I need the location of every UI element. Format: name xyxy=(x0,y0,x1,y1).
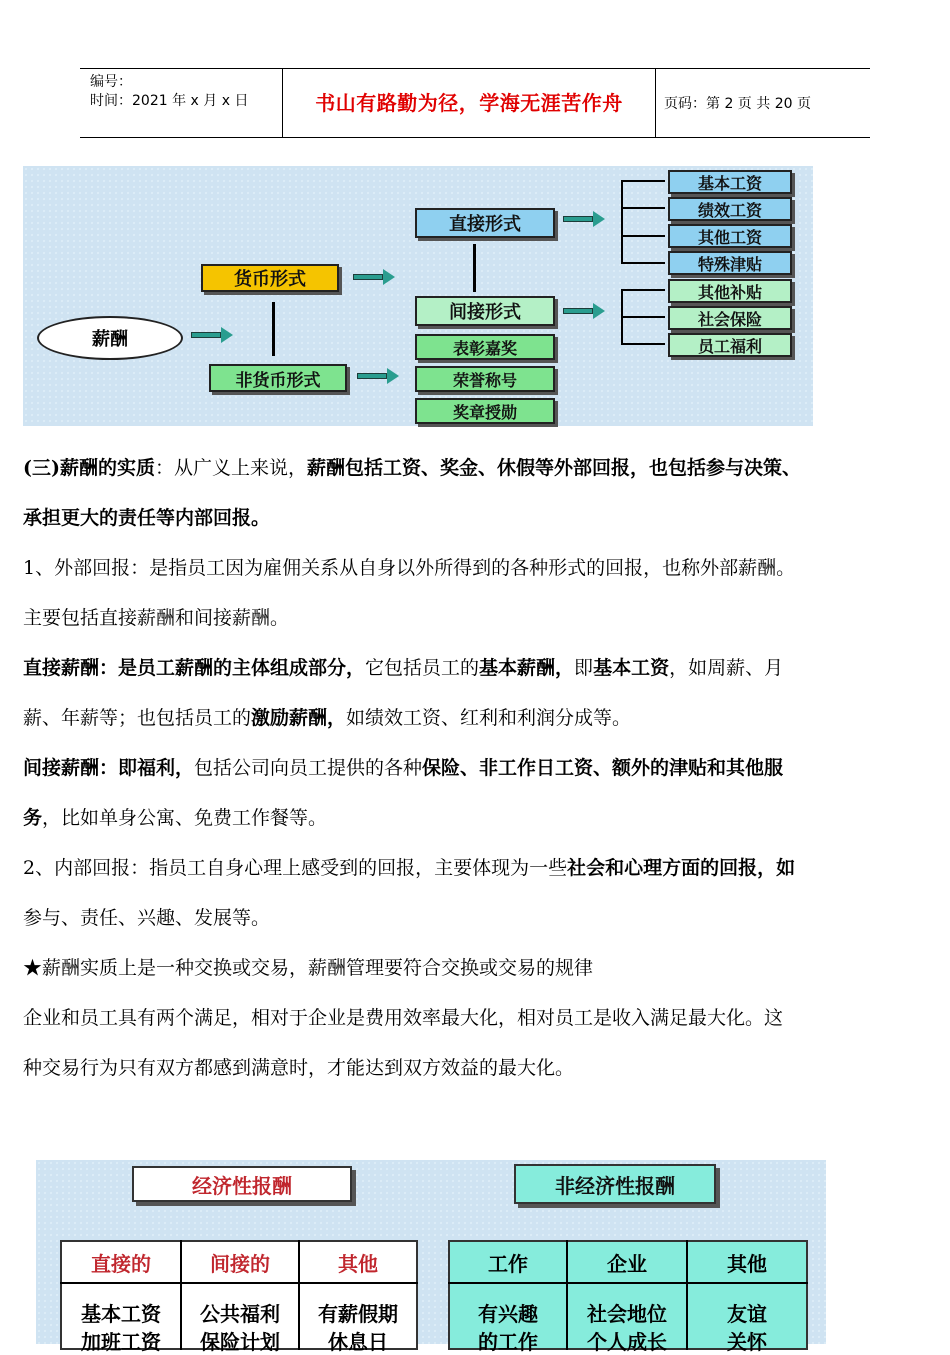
page-info: 页码：第 2 页 共 20 页 xyxy=(664,96,811,112)
monetary-connector xyxy=(272,302,275,356)
bracket-tick xyxy=(621,343,665,345)
economic-reward-title: 经济性报酬 xyxy=(132,1166,352,1202)
paragraph-internal xyxy=(23,856,935,880)
direct-item: 特殊津贴 xyxy=(668,251,792,275)
bracket-tick xyxy=(621,235,665,237)
economic-cell: 有薪假期 xyxy=(318,1301,398,1326)
economic-cell: 保险计划 xyxy=(200,1329,280,1354)
text-span: 2、内部回报：指员工自身心理上感受到的回报，主要体现为一些 xyxy=(23,857,568,879)
direct-item: 基本工资 xyxy=(668,170,792,194)
non-economic-cell: 社会地位 xyxy=(587,1301,667,1326)
non-economic-cell: 友谊 xyxy=(727,1301,767,1326)
paragraph-external: 1、外部回报：是指员工因为雇佣关系从自身以外所得到的各种形式的回报，也称外部薪酬。 xyxy=(23,557,796,579)
header-page-cell xyxy=(654,69,870,137)
bracket-tick xyxy=(621,262,665,264)
paragraph-essence-cont xyxy=(23,506,935,530)
direct-form-box: 直接形式 xyxy=(415,208,555,238)
paragraph-exchange: 企业和员工具有两个满足，相对于企业是费用效率最大化，相对员工是收入满足最大化。这 xyxy=(23,1007,784,1029)
direct-item: 其他工资 xyxy=(668,224,792,248)
paragraph-direct-pay-cont xyxy=(23,706,935,730)
bold-span: 务 xyxy=(23,807,43,829)
bracket-tick xyxy=(621,289,665,291)
text-span: 它包括员工的 xyxy=(365,657,480,679)
direct-item: 绩效工资 xyxy=(668,197,792,221)
paragraph-external-cont: 主要包括直接薪酬和间接薪酬。 xyxy=(23,607,290,629)
paragraph-star-note: ★薪酬实质上是一种交换或交易，薪酬管理要符合交换或交易的规律 xyxy=(23,957,594,979)
bold-span: 承担更大的责任等内部回报。 xyxy=(23,507,271,529)
paragraph-internal-cont: 参与、责任、兴趣、发展等。 xyxy=(23,907,271,929)
economic-cell: 休息日 xyxy=(328,1329,388,1354)
number-label: 编号： xyxy=(90,74,132,90)
non-economic-header: 企业 xyxy=(607,1251,647,1276)
non-economic-cell: 有兴趣 xyxy=(478,1301,538,1326)
table-divider xyxy=(60,1282,418,1284)
bracket-tick xyxy=(621,180,665,182)
paragraph-essence xyxy=(23,456,935,480)
non-monetary-form-box: 非货币形式 xyxy=(209,364,347,392)
bold-span: 基本薪酬， xyxy=(479,657,575,679)
header-motto-cell xyxy=(282,69,656,137)
bold-span: 社会和心理方面的回报，如 xyxy=(567,857,796,879)
text-span: ：从广义上来说， xyxy=(154,457,307,479)
time-label: 时间：2021 年 x 月 x 日 xyxy=(90,93,249,109)
economic-cell: 基本工资 xyxy=(81,1301,161,1326)
table-divider xyxy=(448,1282,808,1284)
non-economic-cell: 关怀 xyxy=(727,1329,767,1354)
header-meta-cell xyxy=(80,69,282,137)
salary-root-node: 薪酬 xyxy=(37,316,183,360)
non-monetary-item: 奖章授勋 xyxy=(415,398,555,424)
text-span: 如绩效工资、红利和利润分成等。 xyxy=(346,707,632,729)
bold-span: 直接薪酬：是员工薪酬的主体组成部分， xyxy=(23,657,366,679)
economic-cell: 加班工资 xyxy=(81,1329,161,1354)
economic-header: 间接的 xyxy=(210,1251,270,1276)
non-economic-cell: 个人成长 xyxy=(587,1329,667,1354)
text-span: 薪、年薪等；也包括员工的 xyxy=(23,707,252,729)
bracket-tick xyxy=(621,207,665,209)
indirect-item: 员工福利 xyxy=(668,333,792,357)
text-span: ，如周薪、月 xyxy=(669,657,784,679)
non-monetary-item: 表彰嘉奖 xyxy=(415,334,555,360)
motto-text: 书山有路勤为径，学海无涯苦作舟 xyxy=(315,91,623,115)
page-header xyxy=(80,68,870,138)
bold-span: 薪酬包括工资、奖金、休假等外部回报，也包括参与决策、 xyxy=(307,457,802,479)
monetary-form-box: 货币形式 xyxy=(201,264,339,292)
bold-span: 基本工资 xyxy=(593,657,670,679)
reward-types-diagram xyxy=(36,1160,826,1354)
non-economic-header: 其他 xyxy=(727,1251,767,1276)
bold-span: 间接薪酬：即福利， xyxy=(23,757,195,779)
indirect-form-box: 间接形式 xyxy=(415,296,555,326)
heading-essence: (三)薪酬的实质 xyxy=(23,457,155,479)
indirect-item: 其他补贴 xyxy=(668,279,792,303)
economic-cell: 公共福利 xyxy=(200,1301,280,1326)
paragraph-indirect-pay xyxy=(23,756,935,780)
salary-structure-diagram xyxy=(23,166,813,426)
paragraph-direct-pay xyxy=(23,656,935,680)
non-monetary-item: 荣誉称号 xyxy=(415,366,555,392)
text-span: 包括公司向员工提供的各种 xyxy=(194,757,423,779)
non-economic-reward-title: 非经济性报酬 xyxy=(514,1164,716,1204)
bold-span: 保险、非工作日工资、额外的津贴和其他服 xyxy=(422,757,784,779)
text-span: 即 xyxy=(574,657,594,679)
bold-span: 激励薪酬， xyxy=(251,707,347,729)
economic-header: 其他 xyxy=(338,1251,378,1276)
direct-bracket xyxy=(621,180,623,264)
paragraph-exchange-cont: 种交易行为只有双方都感到满意时，才能达到双方效益的最大化。 xyxy=(23,1057,575,1079)
non-economic-header: 工作 xyxy=(488,1251,528,1276)
non-economic-cell: 的工作 xyxy=(478,1329,538,1354)
bracket-tick xyxy=(621,316,665,318)
paragraph-indirect-pay-cont xyxy=(23,806,935,830)
indirect-item: 社会保险 xyxy=(668,306,792,330)
economic-header: 直接的 xyxy=(91,1251,151,1276)
text-span: ，比如单身公寓、免费工作餐等。 xyxy=(42,807,328,829)
direct-indirect-connector xyxy=(473,244,476,292)
